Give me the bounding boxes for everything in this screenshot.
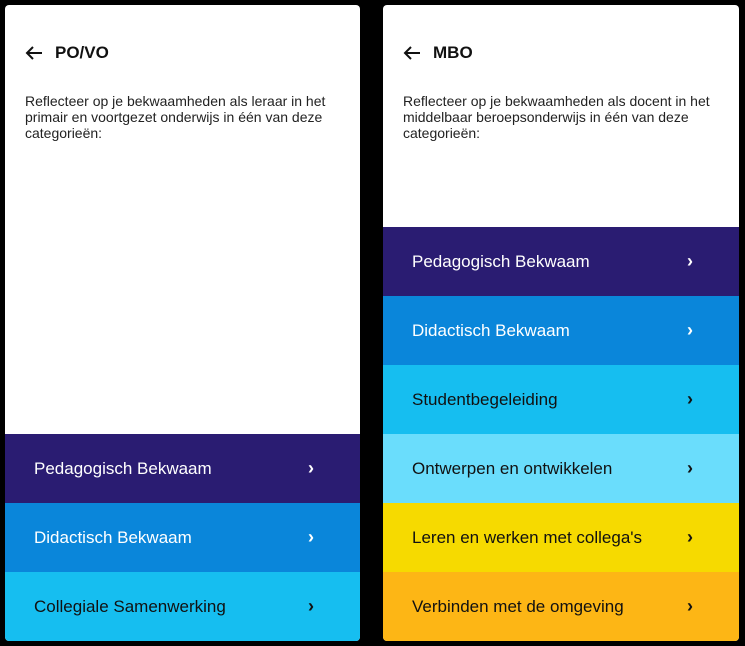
category-label: Ontwerpen en ontwikkelen [412, 458, 613, 478]
category-item[interactable] [383, 503, 739, 572]
chevron-right-icon: › [308, 596, 314, 616]
chevron-right-icon: › [687, 596, 693, 616]
chevron-right-icon: › [308, 527, 314, 547]
screen-po-vo [5, 5, 360, 641]
category-label: Pedagogisch Bekwaam [34, 458, 212, 478]
category-label: Didactisch Bekwaam [34, 527, 192, 547]
category-label: Collegiale Samenwerking [34, 596, 226, 616]
category-label: Verbinden met de omgeving [412, 596, 624, 616]
category-item[interactable] [5, 503, 360, 572]
chevron-right-icon: › [687, 389, 693, 409]
chevron-right-icon: › [687, 251, 693, 271]
arrow-left-icon[interactable] [403, 45, 421, 61]
category-item[interactable] [383, 227, 739, 296]
category-item[interactable] [383, 365, 739, 434]
category-label: Studentbegeleiding [412, 389, 558, 409]
header [403, 43, 473, 63]
header [25, 43, 109, 63]
page-title: MBO [433, 43, 473, 62]
screen-mbo [383, 5, 739, 641]
category-label: Leren en werken met collega's [412, 527, 643, 547]
page-title: PO/VO [55, 43, 109, 62]
chevron-right-icon: › [687, 458, 693, 478]
category-list [5, 434, 360, 641]
category-item[interactable] [383, 296, 739, 365]
arrow-left-icon[interactable] [25, 45, 43, 61]
category-item[interactable] [383, 434, 739, 503]
category-list [383, 227, 739, 641]
description: Reflecteer op je bekwaamheden als leraar in het primair en voortgezet onderwijs in één van deze categorieën: [25, 93, 326, 141]
chevron-right-icon: › [308, 458, 314, 478]
category-item[interactable] [5, 434, 360, 503]
category-label: Pedagogisch Bekwaam [412, 251, 590, 271]
category-item[interactable] [5, 572, 360, 641]
category-label: Didactisch Bekwaam [412, 320, 570, 340]
chevron-right-icon: › [687, 320, 693, 340]
chevron-right-icon: › [687, 527, 693, 547]
category-item[interactable] [383, 572, 739, 641]
description: Reflecteer op je bekwaamheden als docent in het middelbaar beroepsonderwijs in één van deze categorieën: [403, 93, 710, 141]
